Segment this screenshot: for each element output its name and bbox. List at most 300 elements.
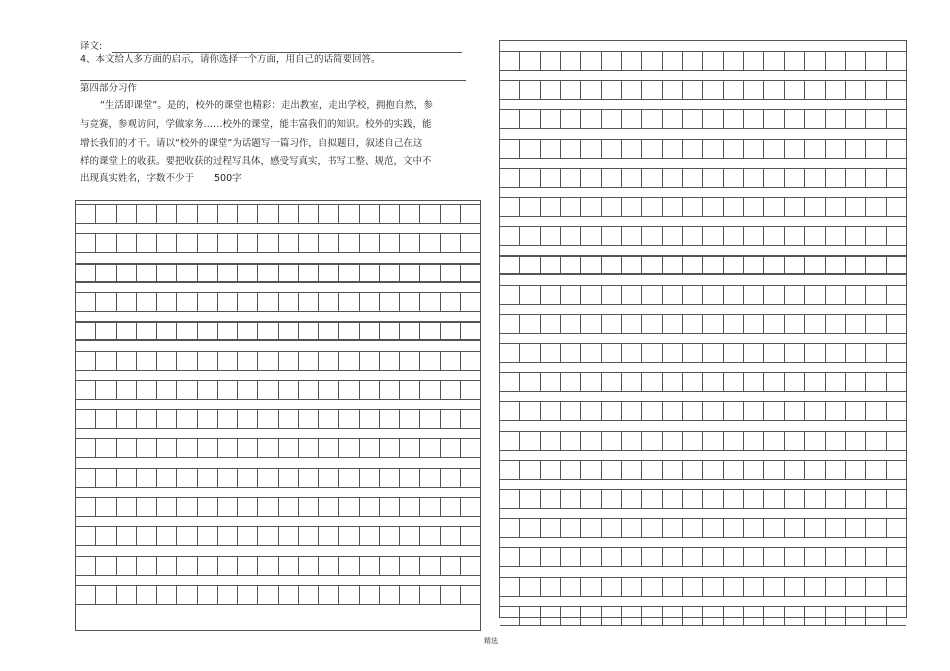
grid-cell[interactable]: [703, 169, 723, 187]
grid-cell[interactable]: [279, 410, 299, 428]
grid-cell[interactable]: [157, 527, 177, 545]
grid-cell[interactable]: [420, 410, 440, 428]
grid-cell[interactable]: [846, 461, 866, 479]
grid-cell[interactable]: [299, 265, 319, 281]
grid-cell[interactable]: [683, 257, 703, 273]
grid-cell[interactable]: [157, 439, 177, 457]
grid-cell[interactable]: [683, 578, 703, 596]
grid-cell[interactable]: [866, 519, 886, 537]
grid-cell[interactable]: [642, 607, 662, 625]
grid-cell[interactable]: [683, 52, 703, 70]
grid-cell[interactable]: [764, 257, 784, 273]
grid-cell[interactable]: [76, 265, 96, 281]
grid-cell[interactable]: [826, 52, 846, 70]
grid-cell[interactable]: [642, 286, 662, 304]
grid-cell[interactable]: [724, 227, 744, 245]
grid-cell[interactable]: [866, 373, 886, 391]
grid-cell[interactable]: [642, 461, 662, 479]
grid-cell[interactable]: [622, 198, 642, 216]
grid-cell[interactable]: [400, 557, 420, 575]
grid-cell[interactable]: [805, 548, 825, 566]
grid-cell[interactable]: [258, 381, 278, 399]
grid-cell[interactable]: [785, 169, 805, 187]
grid-cell[interactable]: [826, 578, 846, 596]
grid-cell[interactable]: [520, 81, 540, 99]
grid-cell[interactable]: [380, 352, 400, 370]
grid-cell[interactable]: [500, 578, 520, 596]
grid-cell[interactable]: [238, 527, 258, 545]
grid-cell[interactable]: [177, 265, 197, 281]
grid-cell[interactable]: [683, 490, 703, 508]
grid-cell[interactable]: [561, 402, 581, 420]
grid-cell[interactable]: [520, 344, 540, 362]
grid-cell[interactable]: [581, 286, 601, 304]
grid-cell[interactable]: [663, 490, 683, 508]
grid-cell[interactable]: [846, 169, 866, 187]
grid-cell[interactable]: [846, 607, 866, 625]
grid-cell[interactable]: [805, 432, 825, 450]
grid-cell[interactable]: [441, 234, 461, 252]
grid-cell[interactable]: [461, 381, 480, 399]
grid-cell[interactable]: [117, 527, 137, 545]
grid-cell[interactable]: [360, 527, 380, 545]
grid-cell[interactable]: [561, 519, 581, 537]
grid-cell[interactable]: [461, 323, 480, 339]
grid-cell[interactable]: [764, 432, 784, 450]
grid-cell[interactable]: [744, 110, 764, 128]
grid-cell[interactable]: [96, 352, 116, 370]
grid-cell[interactable]: [157, 205, 177, 223]
grid-cell[interactable]: [887, 110, 906, 128]
grid-cell[interactable]: [157, 557, 177, 575]
grid-cell[interactable]: [520, 519, 540, 537]
grid-cell[interactable]: [420, 205, 440, 223]
grid-cell[interactable]: [602, 227, 622, 245]
grid-cell[interactable]: [541, 198, 561, 216]
grid-cell[interactable]: [683, 461, 703, 479]
grid-cell[interactable]: [703, 286, 723, 304]
grid-cell[interactable]: [238, 469, 258, 487]
grid-cell[interactable]: [500, 81, 520, 99]
grid-cell[interactable]: [117, 265, 137, 281]
grid-cell[interactable]: [866, 315, 886, 333]
grid-cell[interactable]: [258, 205, 278, 223]
grid-cell[interactable]: [826, 373, 846, 391]
grid-cell[interactable]: [299, 234, 319, 252]
grid-cell[interactable]: [826, 110, 846, 128]
grid-cell[interactable]: [622, 286, 642, 304]
grid-cell[interactable]: [441, 439, 461, 457]
grid-cell[interactable]: [724, 461, 744, 479]
grid-cell[interactable]: [258, 439, 278, 457]
grid-cell[interactable]: [642, 227, 662, 245]
grid-cell[interactable]: [805, 227, 825, 245]
grid-cell[interactable]: [846, 373, 866, 391]
grid-cell[interactable]: [805, 257, 825, 273]
grid-cell[interactable]: [319, 265, 339, 281]
grid-cell[interactable]: [319, 234, 339, 252]
grid-cell[interactable]: [137, 323, 157, 339]
grid-cell[interactable]: [663, 52, 683, 70]
grid-cell[interactable]: [602, 607, 622, 625]
grid-cell[interactable]: [177, 557, 197, 575]
grid-cell[interactable]: [258, 234, 278, 252]
grid-cell[interactable]: [602, 373, 622, 391]
grid-cell[interactable]: [785, 490, 805, 508]
grid-cell[interactable]: [744, 198, 764, 216]
grid-cell[interactable]: [520, 257, 540, 273]
grid-cell[interactable]: [520, 110, 540, 128]
grid-cell[interactable]: [744, 227, 764, 245]
grid-cell[interactable]: [785, 110, 805, 128]
grid-cell[interactable]: [866, 169, 886, 187]
grid-cell[interactable]: [622, 548, 642, 566]
grid-cell[interactable]: [137, 469, 157, 487]
grid-cell[interactable]: [520, 140, 540, 158]
grid-cell[interactable]: [887, 52, 906, 70]
grid-cell[interactable]: [461, 205, 480, 223]
grid-cell[interactable]: [826, 461, 846, 479]
grid-cell[interactable]: [339, 527, 359, 545]
grid-cell[interactable]: [541, 373, 561, 391]
grid-cell[interactable]: [724, 315, 744, 333]
grid-cell[interactable]: [581, 81, 601, 99]
grid-cell[interactable]: [520, 490, 540, 508]
grid-cell[interactable]: [198, 381, 218, 399]
grid-cell[interactable]: [76, 293, 96, 311]
grid-cell[interactable]: [360, 234, 380, 252]
grid-cell[interactable]: [581, 227, 601, 245]
grid-cell[interactable]: [887, 286, 906, 304]
grid-cell[interactable]: [866, 432, 886, 450]
grid-cell[interactable]: [561, 110, 581, 128]
grid-cell[interactable]: [299, 410, 319, 428]
grid-cell[interactable]: [663, 461, 683, 479]
grid-cell[interactable]: [764, 315, 784, 333]
grid-cell[interactable]: [683, 286, 703, 304]
grid-cell[interactable]: [279, 352, 299, 370]
grid-cell[interactable]: [581, 607, 601, 625]
grid-cell[interactable]: [805, 110, 825, 128]
grid-cell[interactable]: [137, 205, 157, 223]
grid-cell[interactable]: [520, 169, 540, 187]
grid-cell[interactable]: [461, 352, 480, 370]
grid-cell[interactable]: [622, 169, 642, 187]
grid-cell[interactable]: [744, 548, 764, 566]
grid-cell[interactable]: [683, 607, 703, 625]
grid-cell[interactable]: [218, 439, 238, 457]
grid-cell[interactable]: [826, 315, 846, 333]
grid-cell[interactable]: [500, 607, 520, 625]
grid-cell[interactable]: [319, 410, 339, 428]
grid-cell[interactable]: [602, 286, 622, 304]
grid-cell[interactable]: [520, 402, 540, 420]
grid-cell[interactable]: [683, 315, 703, 333]
grid-cell[interactable]: [846, 578, 866, 596]
grid-cell[interactable]: [581, 490, 601, 508]
grid-cell[interactable]: [764, 607, 784, 625]
grid-cell[interactable]: [703, 140, 723, 158]
grid-cell[interactable]: [622, 402, 642, 420]
grid-cell[interactable]: [805, 81, 825, 99]
grid-cell[interactable]: [117, 586, 137, 604]
grid-cell[interactable]: [846, 140, 866, 158]
grid-cell[interactable]: [602, 52, 622, 70]
grid-cell[interactable]: [642, 373, 662, 391]
grid-cell[interactable]: [561, 315, 581, 333]
grid-cell[interactable]: [805, 373, 825, 391]
grid-cell[interactable]: [339, 439, 359, 457]
grid-cell[interactable]: [96, 265, 116, 281]
grid-cell[interactable]: [724, 286, 744, 304]
grid-cell[interactable]: [764, 140, 784, 158]
grid-cell[interactable]: [420, 352, 440, 370]
grid-cell[interactable]: [400, 265, 420, 281]
grid-cell[interactable]: [380, 323, 400, 339]
grid-cell[interactable]: [520, 227, 540, 245]
grid-cell[interactable]: [602, 198, 622, 216]
grid-cell[interactable]: [400, 205, 420, 223]
grid-cell[interactable]: [157, 265, 177, 281]
grid-cell[interactable]: [400, 410, 420, 428]
grid-cell[interactable]: [339, 381, 359, 399]
grid-cell[interactable]: [581, 110, 601, 128]
grid-cell[interactable]: [218, 469, 238, 487]
grid-cell[interactable]: [500, 315, 520, 333]
grid-cell[interactable]: [279, 293, 299, 311]
grid-cell[interactable]: [866, 257, 886, 273]
grid-cell[interactable]: [703, 548, 723, 566]
grid-cell[interactable]: [541, 52, 561, 70]
grid-cell[interactable]: [76, 352, 96, 370]
grid-cell[interactable]: [198, 439, 218, 457]
grid-cell[interactable]: [500, 461, 520, 479]
grid-cell[interactable]: [581, 52, 601, 70]
question-4-answer-line[interactable]: [80, 80, 466, 81]
grid-cell[interactable]: [602, 140, 622, 158]
grid-cell[interactable]: [461, 439, 480, 457]
grid-cell[interactable]: [96, 323, 116, 339]
grid-cell[interactable]: [177, 439, 197, 457]
right-writing-grid[interactable]: [499, 40, 907, 618]
grid-cell[interactable]: [846, 432, 866, 450]
grid-cell[interactable]: [703, 490, 723, 508]
grid-cell[interactable]: [785, 198, 805, 216]
grid-cell[interactable]: [339, 205, 359, 223]
left-writing-grid[interactable]: [75, 200, 481, 631]
grid-cell[interactable]: [683, 169, 703, 187]
grid-cell[interactable]: [826, 402, 846, 420]
grid-cell[interactable]: [319, 527, 339, 545]
grid-cell[interactable]: [117, 234, 137, 252]
grid-cell[interactable]: [887, 402, 906, 420]
grid-cell[interactable]: [642, 490, 662, 508]
grid-cell[interactable]: [744, 286, 764, 304]
grid-cell[interactable]: [299, 498, 319, 516]
grid-cell[interactable]: [561, 578, 581, 596]
grid-cell[interactable]: [683, 548, 703, 566]
grid-cell[interactable]: [177, 323, 197, 339]
grid-cell[interactable]: [561, 490, 581, 508]
grid-cell[interactable]: [299, 557, 319, 575]
grid-cell[interactable]: [683, 432, 703, 450]
grid-cell[interactable]: [238, 323, 258, 339]
grid-cell[interactable]: [805, 578, 825, 596]
grid-cell[interactable]: [319, 381, 339, 399]
grid-cell[interactable]: [846, 519, 866, 537]
grid-cell[interactable]: [541, 461, 561, 479]
grid-cell[interactable]: [380, 498, 400, 516]
grid-cell[interactable]: [642, 344, 662, 362]
grid-cell[interactable]: [826, 519, 846, 537]
grid-cell[interactable]: [198, 323, 218, 339]
grid-cell[interactable]: [299, 323, 319, 339]
grid-cell[interactable]: [642, 578, 662, 596]
grid-cell[interactable]: [764, 490, 784, 508]
grid-cell[interactable]: [441, 527, 461, 545]
grid-cell[interactable]: [117, 205, 137, 223]
grid-cell[interactable]: [561, 169, 581, 187]
grid-cell[interactable]: [703, 432, 723, 450]
grid-cell[interactable]: [137, 381, 157, 399]
grid-cell[interactable]: [177, 352, 197, 370]
grid-cell[interactable]: [683, 344, 703, 362]
grid-cell[interactable]: [319, 469, 339, 487]
grid-cell[interactable]: [380, 410, 400, 428]
grid-cell[interactable]: [339, 586, 359, 604]
grid-cell[interactable]: [785, 81, 805, 99]
grid-cell[interactable]: [279, 527, 299, 545]
grid-cell[interactable]: [663, 315, 683, 333]
grid-cell[interactable]: [258, 323, 278, 339]
grid-cell[interactable]: [622, 490, 642, 508]
grid-cell[interactable]: [826, 548, 846, 566]
grid-cell[interactable]: [541, 315, 561, 333]
grid-cell[interactable]: [764, 461, 784, 479]
grid-cell[interactable]: [602, 461, 622, 479]
grid-cell[interactable]: [805, 52, 825, 70]
grid-cell[interactable]: [117, 469, 137, 487]
grid-cell[interactable]: [663, 373, 683, 391]
grid-cell[interactable]: [642, 402, 662, 420]
grid-cell[interactable]: [541, 432, 561, 450]
grid-cell[interactable]: [581, 461, 601, 479]
grid-cell[interactable]: [96, 293, 116, 311]
grid-cell[interactable]: [238, 410, 258, 428]
grid-cell[interactable]: [581, 578, 601, 596]
grid-cell[interactable]: [744, 490, 764, 508]
grid-cell[interactable]: [520, 548, 540, 566]
grid-cell[interactable]: [218, 205, 238, 223]
grid-cell[interactable]: [319, 439, 339, 457]
grid-cell[interactable]: [826, 140, 846, 158]
grid-cell[interactable]: [805, 607, 825, 625]
grid-cell[interactable]: [581, 344, 601, 362]
grid-cell[interactable]: [177, 381, 197, 399]
grid-cell[interactable]: [339, 293, 359, 311]
grid-cell[interactable]: [785, 432, 805, 450]
grid-cell[interactable]: [218, 352, 238, 370]
grid-cell[interactable]: [541, 257, 561, 273]
grid-cell[interactable]: [157, 352, 177, 370]
grid-cell[interactable]: [258, 527, 278, 545]
grid-cell[interactable]: [724, 402, 744, 420]
grid-cell[interactable]: [441, 293, 461, 311]
grid-cell[interactable]: [846, 490, 866, 508]
grid-cell[interactable]: [500, 140, 520, 158]
grid-cell[interactable]: [541, 344, 561, 362]
grid-cell[interactable]: [380, 205, 400, 223]
grid-cell[interactable]: [360, 469, 380, 487]
grid-cell[interactable]: [420, 498, 440, 516]
grid-cell[interactable]: [461, 586, 480, 604]
grid-cell[interactable]: [198, 205, 218, 223]
grid-cell[interactable]: [805, 315, 825, 333]
grid-cell[interactable]: [96, 469, 116, 487]
grid-cell[interactable]: [663, 140, 683, 158]
grid-cell[interactable]: [683, 402, 703, 420]
grid-cell[interactable]: [744, 169, 764, 187]
grid-cell[interactable]: [663, 169, 683, 187]
grid-cell[interactable]: [602, 519, 622, 537]
grid-cell[interactable]: [96, 381, 116, 399]
grid-cell[interactable]: [360, 265, 380, 281]
grid-cell[interactable]: [319, 498, 339, 516]
grid-cell[interactable]: [441, 410, 461, 428]
grid-cell[interactable]: [642, 315, 662, 333]
grid-cell[interactable]: [157, 323, 177, 339]
grid-cell[interactable]: [500, 432, 520, 450]
grid-cell[interactable]: [420, 323, 440, 339]
grid-cell[interactable]: [602, 432, 622, 450]
grid-cell[interactable]: [642, 169, 662, 187]
grid-cell[interactable]: [764, 344, 784, 362]
grid-cell[interactable]: [663, 81, 683, 99]
grid-cell[interactable]: [744, 607, 764, 625]
grid-cell[interactable]: [279, 586, 299, 604]
grid-cell[interactable]: [420, 265, 440, 281]
grid-cell[interactable]: [724, 257, 744, 273]
grid-cell[interactable]: [805, 490, 825, 508]
grid-cell[interactable]: [724, 432, 744, 450]
grid-cell[interactable]: [76, 527, 96, 545]
grid-cell[interactable]: [703, 227, 723, 245]
grid-cell[interactable]: [826, 432, 846, 450]
grid-cell[interactable]: [238, 234, 258, 252]
grid-cell[interactable]: [622, 373, 642, 391]
grid-cell[interactable]: [461, 234, 480, 252]
grid-cell[interactable]: [76, 410, 96, 428]
grid-cell[interactable]: [76, 498, 96, 516]
grid-cell[interactable]: [360, 439, 380, 457]
grid-cell[interactable]: [826, 286, 846, 304]
grid-cell[interactable]: [663, 519, 683, 537]
grid-cell[interactable]: [663, 198, 683, 216]
grid-cell[interactable]: [279, 381, 299, 399]
grid-cell[interactable]: [380, 557, 400, 575]
grid-cell[interactable]: [764, 519, 784, 537]
grid-cell[interactable]: [520, 607, 540, 625]
grid-cell[interactable]: [198, 234, 218, 252]
grid-cell[interactable]: [360, 352, 380, 370]
grid-cell[interactable]: [76, 323, 96, 339]
grid-cell[interactable]: [846, 52, 866, 70]
grid-cell[interactable]: [744, 81, 764, 99]
grid-cell[interactable]: [581, 257, 601, 273]
grid-cell[interactable]: [846, 257, 866, 273]
grid-cell[interactable]: [724, 607, 744, 625]
grid-cell[interactable]: [887, 315, 906, 333]
